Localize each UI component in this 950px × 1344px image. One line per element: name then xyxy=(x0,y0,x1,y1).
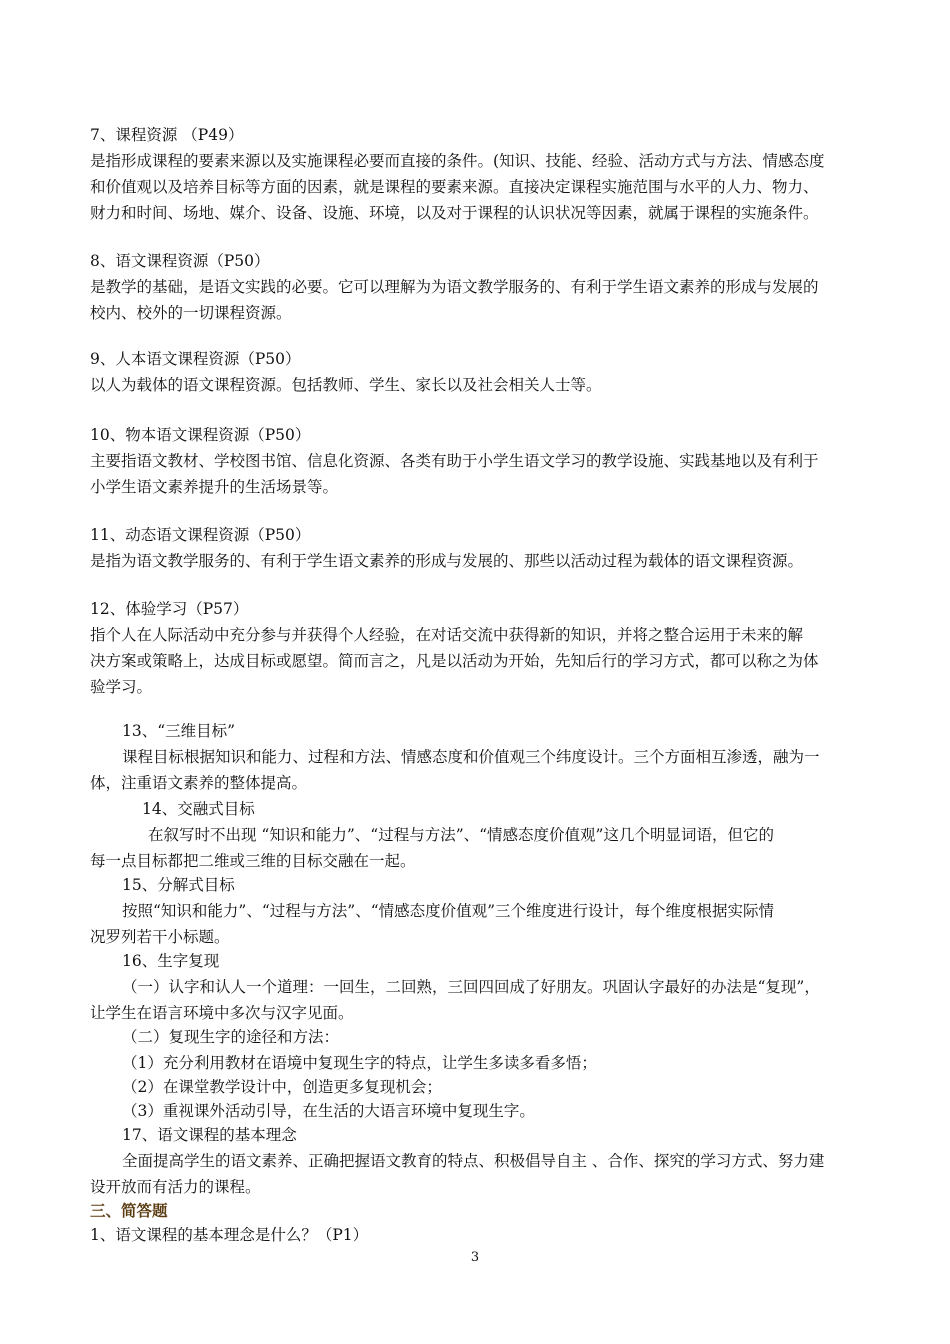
item-11-line: 是指为语文教学服务的、有利于学生语文素养的形成与发展的、那些以活动过程为载体的语文课程资源。 xyxy=(90,552,804,570)
section-3-heading: 三、简答题 xyxy=(90,1201,168,1220)
item-7-title: 7、课程资源 （P49） xyxy=(90,126,244,144)
item-16-line: （3）重视课外活动引导，在生活的大语言环境中复现生字。 xyxy=(122,1102,535,1120)
item-16-line: （二）复现生字的途径和方法： xyxy=(122,1028,340,1046)
item-10-title: 10、物本语文课程资源（P50） xyxy=(90,426,311,444)
item-14-line: 在叙写时不出现 “知识和能力”、“过程与方法”、“情感态度价值观”这几个明显词语，但它的 xyxy=(148,826,774,844)
item-17-line: 设开放而有活力的课程。 xyxy=(90,1178,261,1196)
item-15-line: 况罗列若干小标题。 xyxy=(90,928,230,946)
item-12-line: 验学习。 xyxy=(90,678,153,696)
question-1: 1、语文课程的基本理念是什么？（P1） xyxy=(90,1226,369,1244)
item-13-title: 13、“三维目标” xyxy=(122,722,236,740)
item-12-title: 12、体验学习（P57） xyxy=(90,600,249,618)
item-7-line: 财力和时间、场地、媒介、设备、设施、环境，以及对于课程的认识状况等因素，就属于课程的实施条件。 xyxy=(90,204,819,222)
item-16-line: （2）在课堂教学设计中，创造更多复现机会； xyxy=(122,1078,442,1096)
item-7-line: 是指形成课程的要素来源以及实施课程必要而直接的条件。(知识、技能、经验、活动方式与方法、情感态度 xyxy=(90,152,825,170)
item-16-line: （1）充分利用教材在语境中复现生字的特点，让学生多读多看多悟； xyxy=(122,1054,597,1072)
page-number: 3 xyxy=(470,1250,480,1265)
item-8-title: 8、语文课程资源（P50） xyxy=(90,252,270,270)
item-16-title: 16、生字复现 xyxy=(122,952,220,970)
item-13-line: 体，注重语文素养的整体提高。 xyxy=(90,774,308,792)
item-17-title: 17、语文课程的基本理念 xyxy=(122,1126,297,1144)
item-7-line: 和价值观以及培养目标等方面的因素，就是课程的要素来源。直接决定课程实施范围与水平的人力、物力、 xyxy=(90,178,819,196)
item-17-line: 全面提高学生的语文素养、正确把握语文教育的特点、积极倡导自主 、合作、探究的学习方式、努力建 xyxy=(122,1152,825,1170)
item-9-line: 以人为载体的语文课程资源。包括教师、学生、家长以及社会相关人士等。 xyxy=(90,376,602,394)
item-10-line: 主要指语文教材、学校图书馆、信息化资源、各类有助于小学生语文学习的教学设施、实践基地以及有利于 xyxy=(90,452,819,470)
item-14-line: 每一点目标都把二维或三维的目标交融在一起。 xyxy=(90,852,416,870)
item-10-line: 小学生语文素养提升的生活场景等。 xyxy=(90,478,339,496)
item-13-line: 课程目标根据知识和能力、过程和方法、情感态度和价值观三个纬度设计。三个方面相互渗透，融为一 xyxy=(122,748,820,766)
item-12-line: 指个人在人际活动中充分参与并获得个人经验，在对话交流中获得新的知识，并将之整合运用于未来的解 xyxy=(90,626,804,644)
item-14-title: 14、交融式目标 xyxy=(142,800,255,818)
item-15-title: 15、分解式目标 xyxy=(122,876,235,894)
item-12-line: 决方案或策略上，达成目标或愿望。简而言之，凡是以活动为开始，先知后行的学习方式，都可以称之为体 xyxy=(90,652,819,670)
item-16-line: （一）认字和认人一个道理：一回生，二回熟，三回四回成了好朋友。巩固认字最好的办法是“复现”， xyxy=(122,978,820,996)
item-11-title: 11、动态语文课程资源（P50） xyxy=(90,526,311,544)
item-16-line: 让学生在语言环境中多次与汉字见面。 xyxy=(90,1004,354,1022)
item-15-line: 按照“知识和能力”、“过程与方法”、“情感态度价值观”三个维度进行设计，每个维度根据实际情 xyxy=(122,902,775,920)
item-8-line: 是教学的基础，是语文实践的必要。它可以理解为为语文教学服务的、有利于学生语文素养的形成与发展的 xyxy=(90,278,819,296)
item-8-line: 校内、校外的一切课程资源。 xyxy=(90,304,292,322)
item-9-title: 9、人本语文课程资源（P50） xyxy=(90,350,301,368)
